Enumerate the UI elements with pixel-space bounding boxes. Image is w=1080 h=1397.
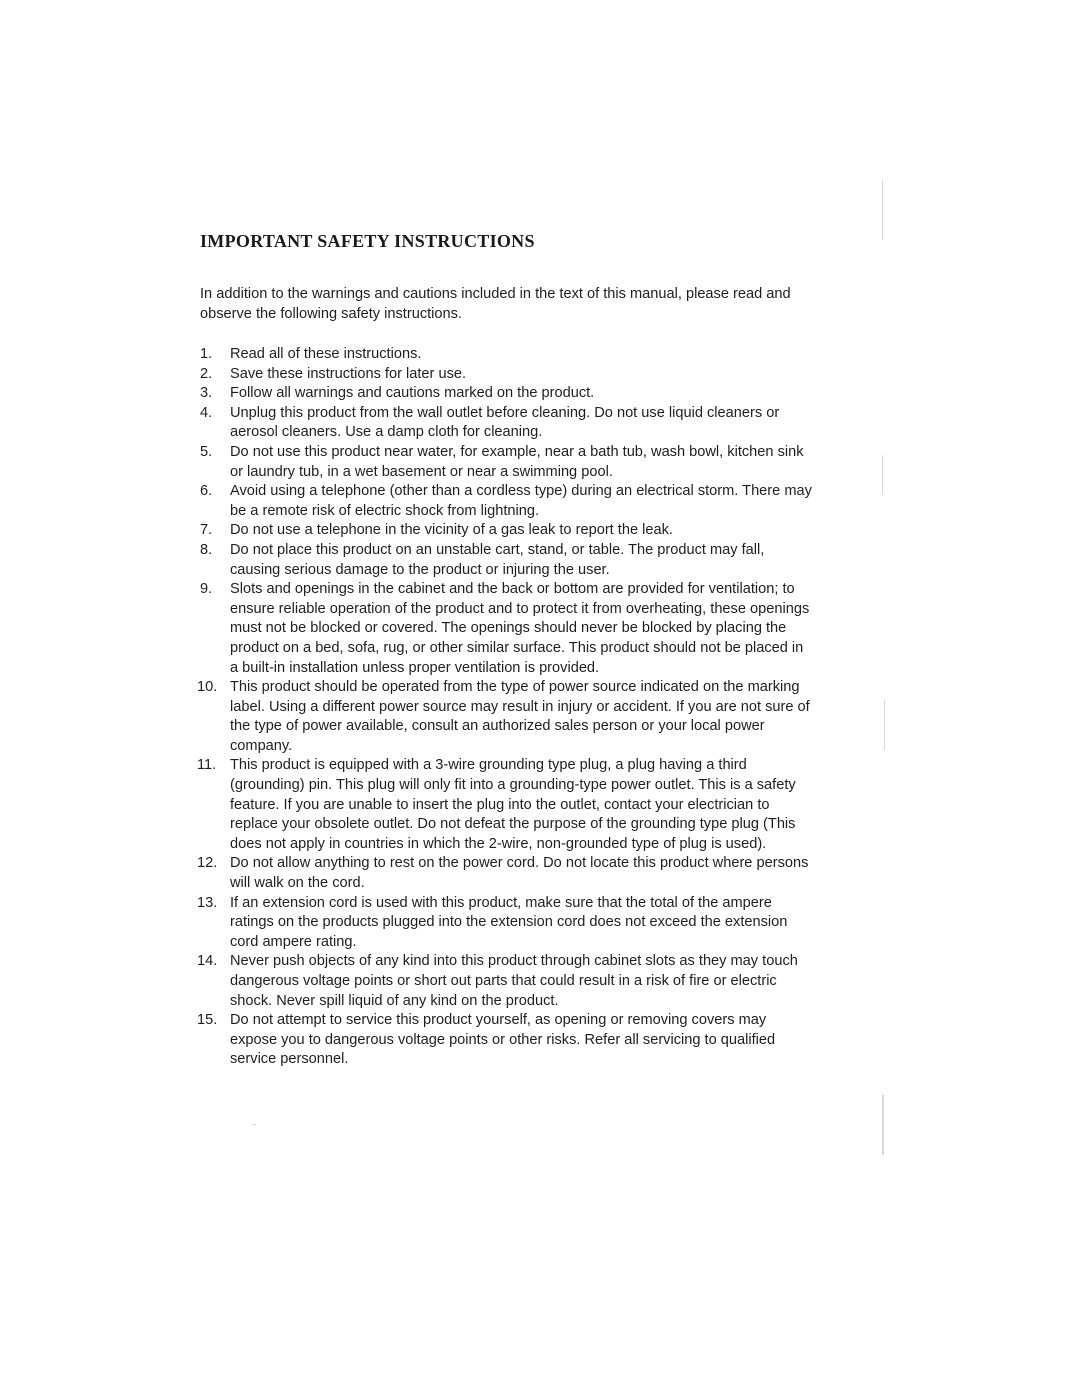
list-item bbox=[197, 952, 815, 1011]
list-item bbox=[200, 482, 815, 521]
item-number: 7. bbox=[200, 522, 213, 539]
list-item bbox=[200, 443, 815, 482]
list-item bbox=[197, 756, 815, 854]
list-item bbox=[197, 1011, 815, 1070]
item-number: 1. bbox=[200, 346, 213, 362]
scan-artifact bbox=[882, 455, 883, 495]
scan-artifact bbox=[884, 700, 885, 750]
scan-artifact bbox=[882, 1095, 884, 1155]
item-text: Never push objects of any kind into this product through cabinet slots as they may touch dangerous voltage points or short out parts that could result in a risk of fire or electric shock. Never spill liquid of any kind on the product. bbox=[230, 953, 798, 1009]
item-number: 5. bbox=[200, 443, 213, 460]
list-item bbox=[200, 384, 815, 404]
scan-artifact bbox=[882, 180, 883, 240]
item-number: 6. bbox=[200, 483, 213, 500]
list-item bbox=[200, 521, 815, 541]
list-item bbox=[200, 365, 815, 385]
list-item bbox=[197, 678, 815, 756]
item-number: 9. bbox=[200, 581, 213, 598]
item-text: Do not use this product near water, for example, near a bath tub, wash bowl, kitchen sink or laundry tub, in a wet basement or near a swimming pool. bbox=[230, 443, 804, 480]
item-text: Do not place this product on an unstable cart, stand, or table. The product may fall, causing serious damage to the product or injuring the user. bbox=[230, 541, 765, 578]
item-number: 2. bbox=[200, 365, 213, 382]
item-text: Unplug this product from the wall outlet before cleaning. Do not use liquid cleaners or aerosol cleaners. Use a damp cloth for cleaning. bbox=[230, 404, 780, 441]
item-number: 15. bbox=[197, 1012, 218, 1029]
item-number: 13. bbox=[197, 894, 218, 911]
list-item bbox=[200, 345, 815, 365]
item-text: This product is equipped with a 3-wire grounding type plug, a plug having a third (grounding) pin. This plug will only fit into a grounding-type power outlet. This is a safety feature. If you are unable to insert the plug into the outlet, contact your electrician to replace your obsolete outlet. Do not defeat the purpose of the grounding type plug (This does not apply in countries in which the 2-wire, non-grounded type of plug is used). bbox=[230, 757, 796, 852]
item-text: Do not use a telephone in the vicinity of a gas leak to report the leak. bbox=[230, 522, 673, 539]
list-item bbox=[200, 404, 815, 443]
intro-paragraph: In addition to the warnings and cautions included in the text of this manual, please read and observe the following safety instructions. bbox=[200, 286, 791, 322]
item-number: 8. bbox=[200, 541, 213, 558]
instructions-list bbox=[197, 345, 815, 1070]
item-text: This product should be operated from the type of power source indicated on the marking label. Using a different power source may result in injury or accident. If you are not sure of the type of power available, consult an authorized sales person or your local power company. bbox=[230, 679, 810, 754]
item-text: If an extension cord is used with this product, make sure that the total of the ampere ratings on the products plugged into the extension cord does not exceed the extension cord ampere rating. bbox=[230, 894, 788, 950]
item-text: Follow all warnings and cautions marked on the product. bbox=[230, 385, 595, 402]
list-item bbox=[197, 854, 815, 893]
item-number: 14. bbox=[197, 953, 218, 970]
list-item bbox=[200, 580, 815, 678]
list-item bbox=[197, 894, 815, 953]
item-number: 12. bbox=[197, 855, 218, 872]
item-text: Do not allow anything to rest on the power cord. Do not locate this product where persons will walk on the cord. bbox=[230, 855, 809, 892]
scan-artifact bbox=[252, 1124, 256, 1125]
page-title: IMPORTANT SAFETY INSTRUCTIONS bbox=[200, 231, 535, 251]
item-text: Do not attempt to service this product yourself, as opening or removing covers may expose you to dangerous voltage points or other risks. Refer all servicing to qualified service personnel. bbox=[230, 1012, 776, 1068]
item-text: Slots and openings in the cabinet and the back or bottom are provided for ventilation; to ensure reliable operation of the product and to protect it from overheating, these openings must not be blocked or covered. The openings should never be blocked by placing the product on a bed, sofa, rug, or other similar surface. This product should not be placed in a built-in installation unless proper ventilation is provided. bbox=[230, 581, 810, 676]
item-number: 10. bbox=[197, 679, 218, 696]
item-text: Save these instructions for later use. bbox=[230, 365, 467, 382]
item-text: Avoid using a telephone (other than a cordless type) during an electrical storm. There may be a remote risk of electric shock from lightning. bbox=[230, 483, 812, 519]
item-number: 11. bbox=[197, 757, 217, 774]
item-number: 4. bbox=[200, 404, 213, 421]
list-item bbox=[200, 541, 815, 580]
item-number: 3. bbox=[200, 385, 213, 402]
item-text: Read all of these instructions. bbox=[230, 346, 422, 362]
